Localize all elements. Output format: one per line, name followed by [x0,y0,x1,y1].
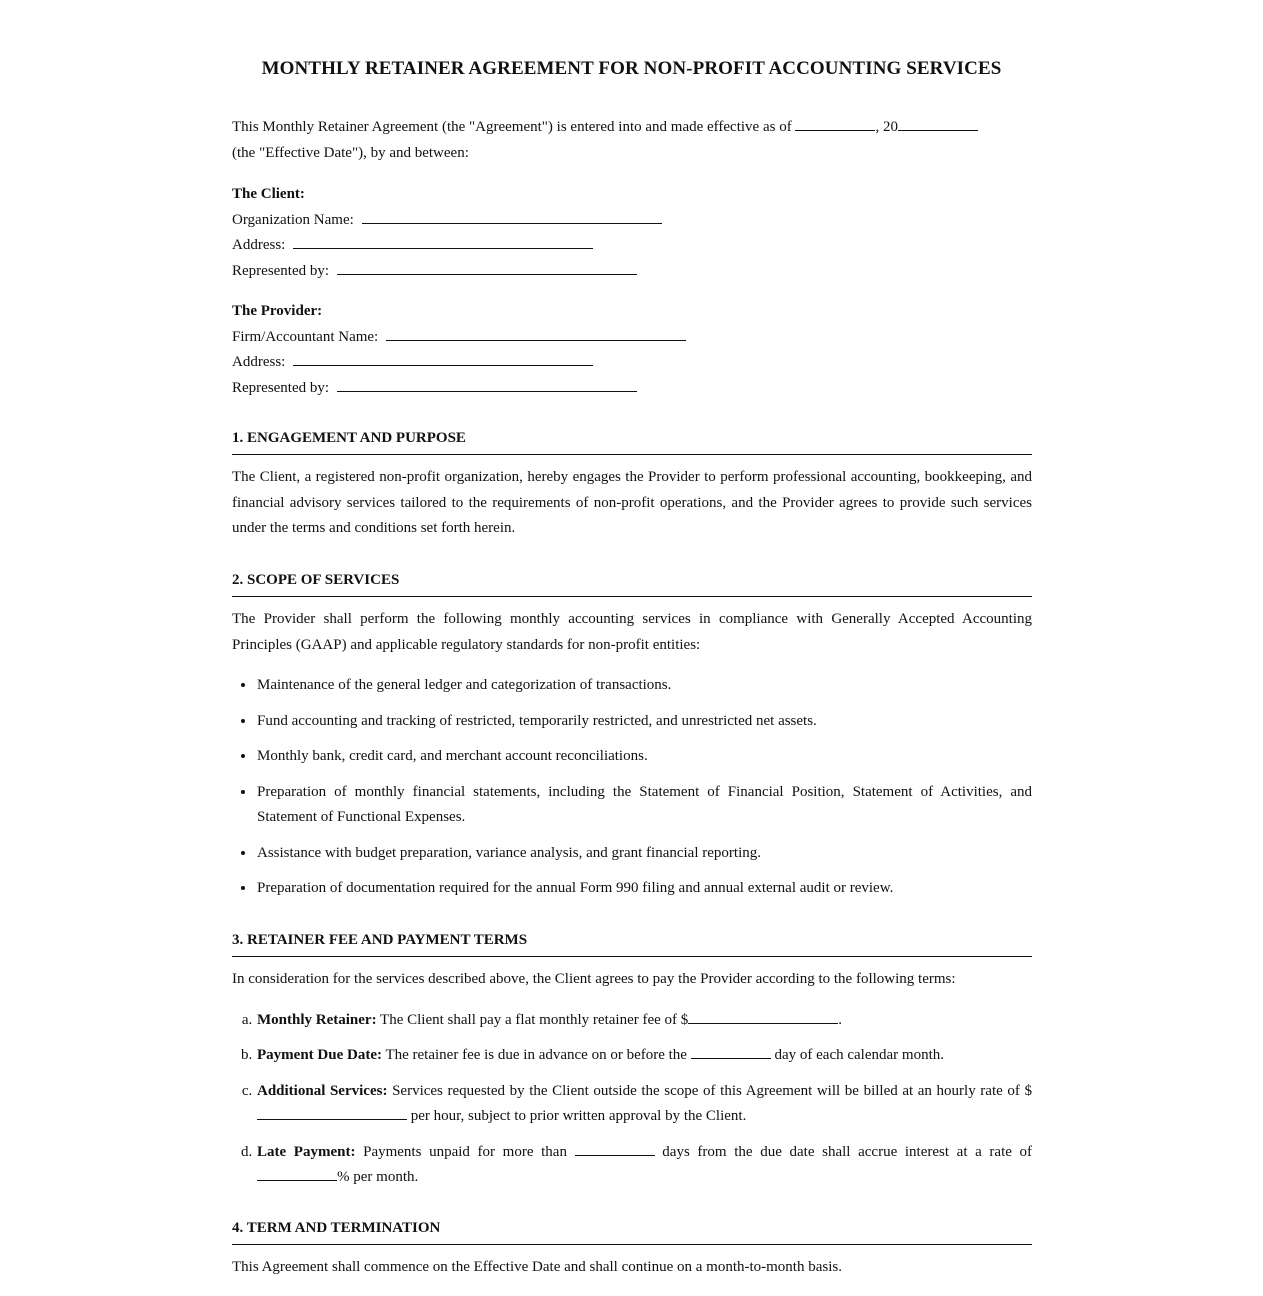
services-list-item: • Assistance with budget preparation, variance analysis, and grant financial reporting. [256,841,1032,867]
services-list-item: • Fund accounting and tracking of restricted, temporarily restricted, and unrestricted net assets. [256,709,1032,735]
term-d-post: % per month. [337,1169,419,1185]
provider-represented-row [232,376,1032,402]
client-block [232,182,1032,284]
provider-name-blank[interactable] [386,326,686,341]
client-address-blank[interactable] [293,234,593,249]
section-2-title: 2. SCOPE OF SERVICES [232,571,1032,597]
services-list-item: • Preparation of monthly financial statements, including the Statement of Financial Position, Statement of Activities, and Statement of Functional Expenses. [256,780,1032,831]
term-monthly-retainer [256,1008,1032,1034]
intro-text-after: (the "Effective Date"), by and between: [232,144,469,161]
client-represented-blank[interactable] [337,260,637,275]
section-term [232,1219,1032,1281]
interest-rate-blank[interactable] [257,1166,337,1181]
term-b-label: Payment Due Date: [257,1047,382,1063]
services-list-item: • Monthly bank, credit card, and merchant account reconciliations. [256,744,1032,770]
section-1-title: 1. ENGAGEMENT AND PURPOSE [232,429,1032,455]
provider-name-label: Firm/Accountant Name: [232,328,379,345]
term-b-post: day of each calendar month. [774,1047,944,1063]
section-1-body: The Client, a registered non-profit organization, hereby engages the Provider to perform professional accounting, bookkeeping, and financial advisory services tailored to the requirements of non-profit operations, and the Provider agrees to provide such services under the terms and conditions set forth herein. [232,469,1032,536]
section-4-title: 4. TERM AND TERMINATION [232,1219,1032,1245]
term-c-post: per hour, subject to prior written approval by the Client. [410,1108,747,1124]
client-org-name-label: Organization Name: [232,211,354,228]
term-a-label: Monthly Retainer: [257,1011,377,1028]
term-payment-due-date [256,1043,1032,1069]
client-heading: The Client: [232,186,305,202]
intro-text-mid: , 20 [875,119,898,135]
effective-date-day-blank[interactable] [795,116,875,131]
provider-address-row [232,350,1032,376]
provider-address-blank[interactable] [293,351,593,366]
client-represented-label: Represented by: [232,262,330,279]
term-c-label: Additional Services: [257,1082,388,1099]
term-a-text: The Client shall pay a flat monthly retainer fee of $ [380,1011,689,1028]
section-4-body: This Agreement shall commence on the Effective Date and shall continue on a month-to-month basis. [232,1259,842,1275]
section-3-body: In consideration for the services described above, the Client agrees to pay the Provider according to the following terms: [232,971,956,987]
late-days-blank[interactable] [575,1141,655,1156]
section-engagement [232,429,1032,542]
client-address-label: Address: [232,237,286,253]
client-org-name-blank[interactable] [362,209,662,224]
intro-paragraph [232,115,1032,166]
document-title: MONTHLY RETAINER AGREEMENT FOR NON-PROFIT ACCOUNTING SERVICES [261,58,1002,79]
retainer-fee-blank[interactable] [688,1009,838,1024]
section-scope [232,571,1032,912]
provider-name-row [232,325,1032,351]
term-d-label: Late Payment: [257,1143,356,1160]
hourly-rate-blank[interactable] [257,1105,407,1120]
term-additional-services [256,1079,1032,1130]
term-a-post: . [838,1011,843,1028]
payment-terms-list [232,1008,1032,1191]
services-list-item: • Maintenance of the general ledger and categorization of transactions. [256,673,1032,699]
provider-heading: The Provider: [232,303,323,319]
section-2-body: The Provider shall perform the following monthly accounting services in compliance with Generally Accepted Accounting Principles (GAAP) and applicable regulatory standards for non-profit entities: [232,611,1032,653]
client-represented-row [232,259,1032,285]
client-org-name-row [232,208,1032,234]
client-address-row [232,233,1032,259]
effective-date-year-blank[interactable] [898,116,978,131]
section-3-title: 3. RETAINER FEE AND PAYMENT TERMS [232,931,1032,957]
provider-represented-blank[interactable] [337,377,637,392]
provider-represented-label: Represented by: [232,379,330,396]
due-day-blank[interactable] [691,1044,771,1059]
services-list [232,673,1032,902]
term-d-mid: days from the due date shall accrue interest at a rate of [662,1143,1033,1160]
term-late-payment [256,1140,1032,1191]
provider-block [232,299,1032,401]
provider-address-label: Address: [232,354,286,370]
term-d-text: Payments unpaid for more than [363,1143,567,1160]
intro-text-before: This Monthly Retainer Agreement (the "Agreement") is entered into and made effective as of [232,119,792,135]
section-fees [232,931,1032,1201]
term-c-text: Services requested by the Client outside the scope of this Agreement will be billed at an hourly rate of $ [392,1082,1033,1099]
services-list-item: • Preparation of documentation required for the annual Form 990 filing and annual external audit or review. [256,876,1032,902]
term-b-text: The retainer fee is due in advance on or before the [385,1047,687,1063]
